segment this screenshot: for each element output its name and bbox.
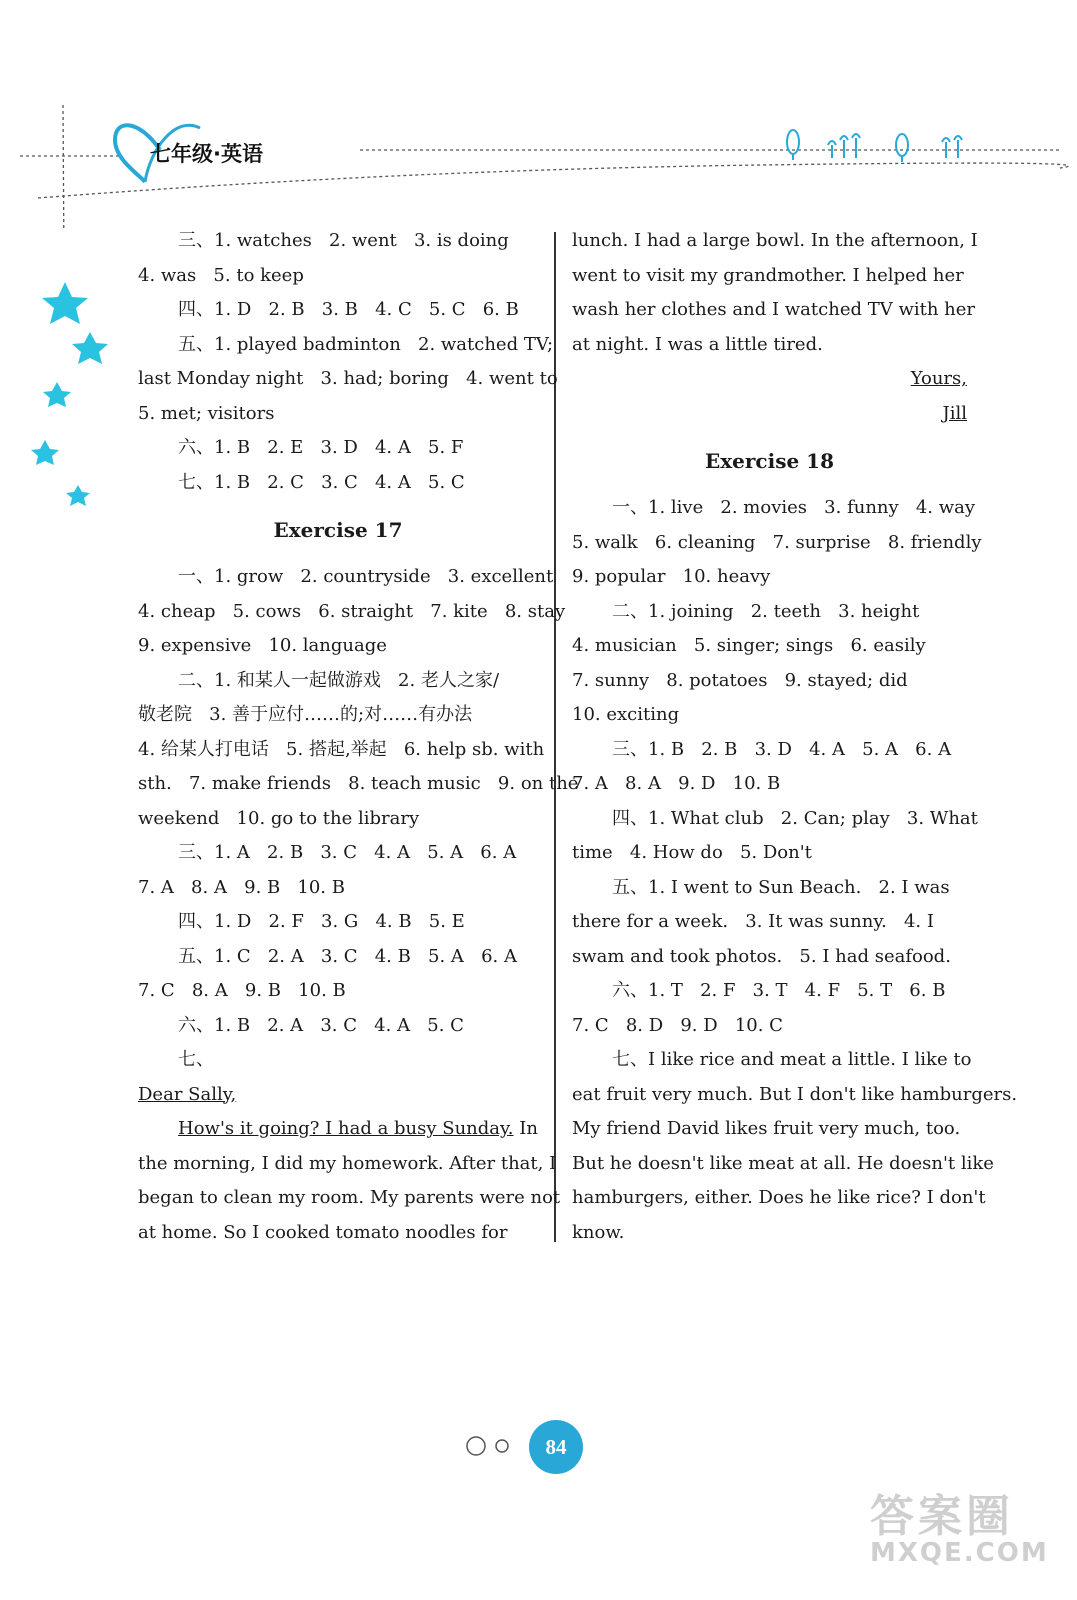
answer-line: sth. 7. make friends 8. teach music 9. on the (138, 773, 579, 794)
letter-signature (572, 397, 967, 432)
header-title: 七年级·英语 (150, 142, 263, 166)
star-icon (43, 382, 71, 407)
star-icon (42, 282, 88, 324)
letter-signature-text: Jill (942, 402, 967, 424)
answer-line: 4. 给某人打电话 5. 搭起,举起 6. help sb. with (138, 738, 545, 760)
letter-line: began to clean my room. My parents were not (138, 1187, 561, 1208)
letter-opening: How's it going? I had a busy Sunday. (178, 1118, 514, 1139)
letter-line: at night. I was a little tired. (572, 333, 823, 355)
answer-line: hamburgers, either. Does he like rice? I don't (572, 1187, 986, 1208)
header-decoration (0, 0, 1077, 230)
page-number: 84 (529, 1420, 583, 1474)
answer-line: 三、1. watches 2. went 3. is doing (178, 230, 509, 251)
answer-line: 六、1. B 2. A 3. C 4. A 5. C (178, 1014, 464, 1036)
answer-line: 七、1. B 2. C 3. C 4. A 5. C (178, 471, 465, 493)
answer-line: 7. sunny 8. potatoes 9. stayed; did (572, 669, 908, 691)
letter-closing (572, 362, 967, 397)
star-icon (72, 332, 108, 364)
header-curve-line (38, 163, 1069, 198)
answer-line: 敬老院 3. 善于应付……的;对……有办法 (138, 704, 473, 725)
answer-line: 4. cheap 5. cows 6. straight 7. kite 8. stay (138, 600, 566, 622)
answer-line: 六、1. T 2. F 3. T 4. F 5. T 6. B (612, 980, 946, 1001)
answer-line: 五、1. played badminton 2. watched TV; (178, 333, 554, 355)
letter-line (138, 1112, 538, 1147)
answer-line: 六、1. B 2. E 3. D 4. A 5. F (178, 437, 464, 458)
answer-line: swam and took photos. 5. I had seafood. (572, 945, 951, 967)
answer-line: 七、I like rice and meat a little. I like to (612, 1049, 972, 1070)
answer-line: last Monday night 3. had; boring 4. went to (138, 368, 558, 389)
answer-line: 四、1. D 2. B 3. B 4. C 5. C 6. B (178, 299, 519, 320)
letter-line: wash her clothes and I watched TV with her (572, 299, 976, 320)
star-icon (66, 485, 90, 506)
answer-line: 5. met; visitors (138, 402, 275, 424)
letter-line: went to visit my grandmother. I helped her (572, 264, 964, 286)
answer-line: 10. exciting (572, 704, 680, 725)
letter-line: lunch. I had a large bowl. In the afternoon, I (572, 230, 978, 251)
left-column (138, 224, 579, 1250)
exercise-heading: Exercise 18 (705, 449, 834, 473)
answer-line: 5. walk 6. cleaning 7. surprise 8. friendly (572, 531, 982, 553)
answer-line: 9. popular 10. heavy (572, 566, 771, 587)
star-icon (31, 440, 59, 465)
answer-line: 四、1. What club 2. Can; play 3. What (612, 807, 978, 829)
flower-icons (787, 130, 962, 162)
answer-line: 9. expensive 10. language (138, 635, 387, 656)
answer-line: But he doesn't like meat at all. He doesn't like (572, 1152, 994, 1174)
watermark-url-text: MXQE.COM (870, 1538, 1049, 1568)
margin-dotted-vertical (63, 105, 68, 230)
answer-line: eat fruit very much. But I don't like hamburgers. (572, 1083, 1018, 1105)
answer-line: 四、1. D 2. F 3. G 4. B 5. E (178, 911, 465, 932)
stars-decoration (20, 280, 140, 800)
answer-line: weekend 10. go to the library (138, 807, 420, 829)
answer-line: 三、1. B 2. B 3. D 4. A 5. A 6. A (612, 738, 952, 760)
right-column (572, 224, 1018, 1250)
answer-line: there for a week. 3. It was sunny. 4. I (572, 911, 934, 932)
answer-line: 7. A 8. A 9. B 10. B (138, 876, 345, 898)
answer-line: 二、1. joining 2. teeth 3. height (612, 600, 920, 622)
answer-line: 五、1. C 2. A 3. C 4. B 5. A 6. A (178, 945, 517, 967)
letter-closing-text: Yours, (910, 368, 967, 389)
exercise-heading: Exercise 17 (273, 518, 403, 542)
answer-line: 4. was 5. to keep (138, 264, 304, 286)
watermark-logo-text: 答案圈 (870, 1491, 1014, 1542)
letter-opening-tail: In (513, 1118, 538, 1139)
answer-line: 一、1. live 2. movies 3. funny 4. way (612, 497, 976, 518)
answer-line: 二、1. 和某人一起做游戏 2. 老人之家/ (178, 669, 500, 691)
answer-line: 7. C 8. A 9. B 10. B (138, 980, 346, 1001)
answer-line: 三、1. A 2. B 3. C 4. A 5. A 6. A (178, 842, 517, 863)
answer-line: 7. C 8. D 9. D 10. C (572, 1014, 783, 1036)
letter-line: the morning, I did my homework. After that, I (138, 1152, 557, 1174)
answer-line: 4. musician 5. singer; sings 6. easily (572, 635, 926, 656)
answer-line: 一、1. grow 2. countryside 3. excellent (178, 566, 554, 587)
letter-line: at home. So I cooked tomato noodles for (138, 1221, 508, 1243)
answer-line: My friend David likes fruit very much, too. (572, 1118, 961, 1139)
answer-line: 五、1. I went to Sun Beach. 2. I was (612, 876, 950, 898)
answer-line: time 4. How do 5. Don't (572, 842, 812, 863)
letter-salutation: Dear Sally, (138, 1083, 237, 1105)
answer-line: 七、 (178, 1049, 214, 1070)
answer-line: 7. A 8. A 9. D 10. B (572, 773, 781, 794)
watermark (870, 1480, 1049, 1568)
answer-line: know. (572, 1221, 625, 1243)
